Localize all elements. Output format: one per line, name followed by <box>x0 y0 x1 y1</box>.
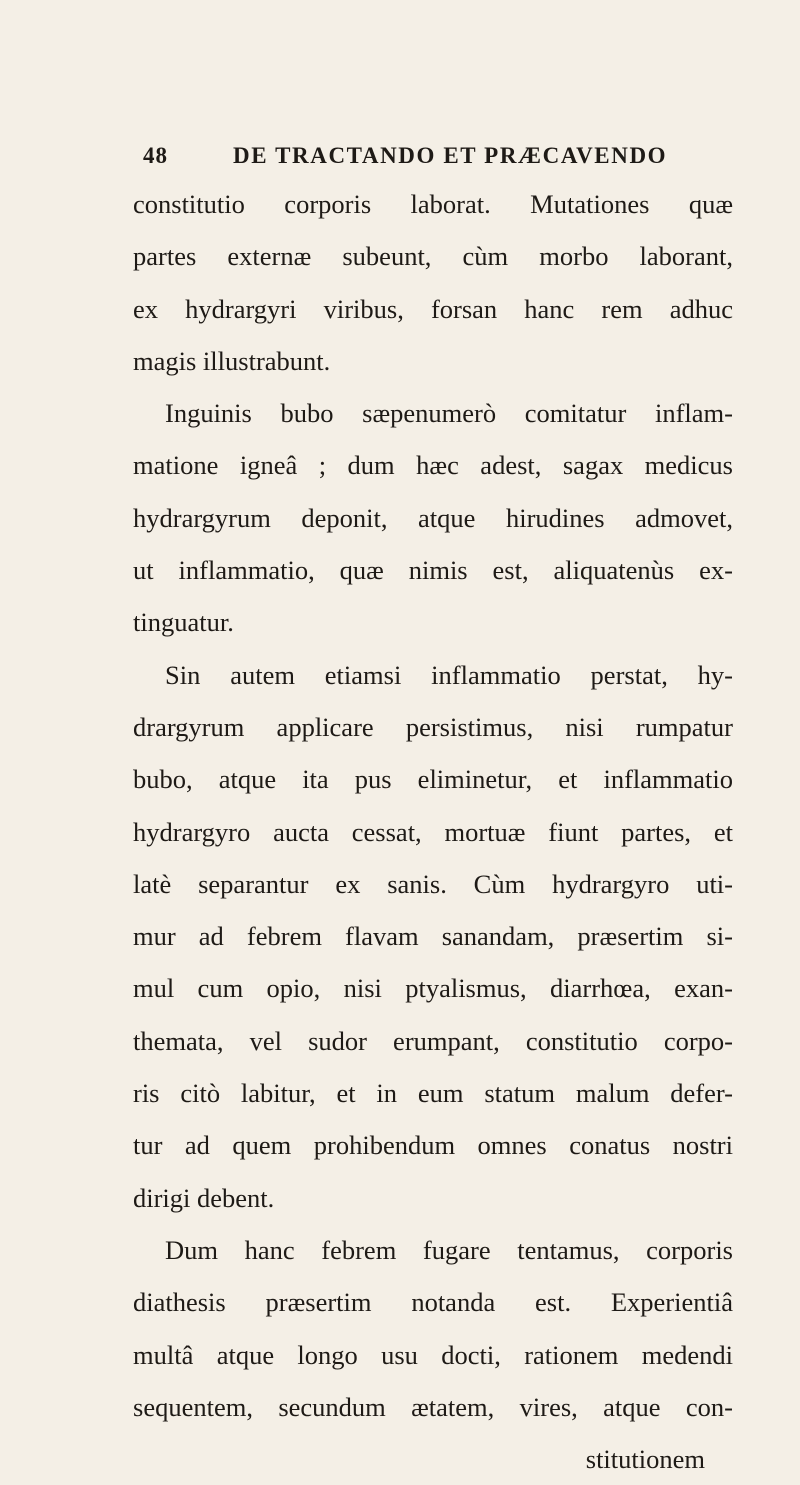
text-line: magis illustrabunt. <box>133 345 331 376</box>
text-line: drargyrum applicare persistimus, nisi rumpatur <box>133 711 733 742</box>
text-line: tinguatur. <box>133 607 234 638</box>
catchword: stitutionem <box>585 1444 705 1475</box>
text-line: partes externæ subeunt, cùm morbo laborant, <box>133 241 733 272</box>
text-line: multâ atque longo usu docti, rationem medendi <box>133 1339 733 1370</box>
text-line: tur ad quem prohibendum omnes conatus nostri <box>133 1130 733 1161</box>
paragraph-start-line: Dum hanc febrem fugare tentamus, corporis <box>165 1234 733 1265</box>
text-line: diathesis præsertim notanda est. Experientiâ <box>133 1287 733 1318</box>
text-line: hydrargyrum deponit, atque hirudines admovet, <box>133 502 733 533</box>
text-line: mul cum opio, nisi ptyalismus, diarrhœa, exan- <box>133 973 733 1004</box>
page-number: 48 <box>143 143 168 168</box>
paragraph-start-line: Inguinis bubo sæpenumerò comitatur inflam- <box>165 398 733 429</box>
text-line: themata, vel sudor erumpant, constitutio corpo- <box>133 1025 733 1056</box>
text-line: ex hydrargyri viribus, forsan hanc rem adhuc <box>133 293 733 324</box>
text-line: constitutio corporis laborat. Mutationes quæ <box>133 189 733 219</box>
running-title: DE TRACTANDO ET PRÆCAVENDO <box>233 143 668 168</box>
text-line: ut inflammatio, quæ nimis est, aliquatenùs ex- <box>133 555 733 586</box>
text-line: bubo, atque ita pus eliminetur, et inflammatio <box>133 764 733 795</box>
text-line: latè separantur ex sanis. Cùm hydrargyro uti- <box>133 868 733 899</box>
text-line: dirigi debent. <box>133 1182 275 1213</box>
text-line: matione igneâ ; dum hæc adest, sagax medicus <box>133 450 733 481</box>
body-text <box>133 178 733 1485</box>
text-line: mur ad febrem flavam sanandam, præsertim si- <box>133 921 733 952</box>
paragraph-start-line: Sin autem etiamsi inflammatio perstat, hy- <box>165 659 733 690</box>
running-head <box>143 143 668 173</box>
text-line: hydrargyro aucta cessat, mortuæ fiunt partes, et <box>133 816 733 847</box>
text-line: ris citò labitur, et in eum statum malum defer- <box>133 1078 733 1109</box>
text-line: sequentem, secundum ætatem, vires, atque con- <box>133 1391 733 1422</box>
